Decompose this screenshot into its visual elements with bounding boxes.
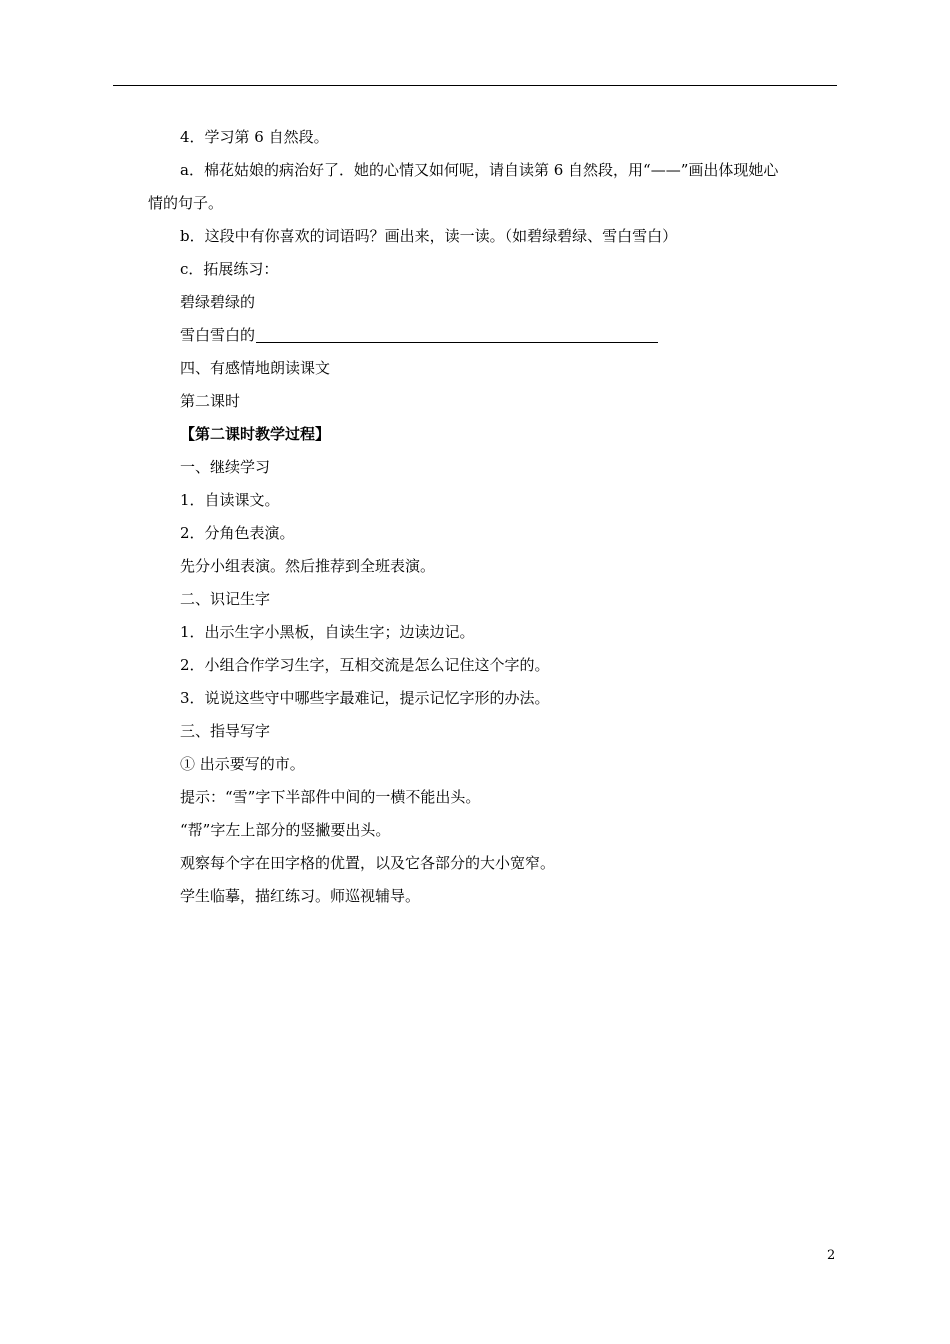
section-3-hint-2: “帮”字左上部分的竖撇要出头。 <box>180 821 391 839</box>
section-3-practice: 学生临摹，描红练习。师巡视辅导。 <box>180 887 421 905</box>
section-3-hint-1: 提示：“雪”字下半部件中间的一横不能出头。 <box>180 788 481 806</box>
exercise-line-2 <box>148 319 848 352</box>
exercise-line-2-label: 雪白雪白的 <box>180 326 256 344</box>
step-c-heading: c．拓展练习： <box>180 260 279 278</box>
fill-in-blank-line <box>256 325 658 343</box>
page-number: 2 <box>827 1248 836 1263</box>
section-1-note: 先分小组表演。然后推荐到全班表演。 <box>180 557 436 575</box>
exercise-line-1: 碧绿碧绿的 <box>180 293 256 311</box>
step-a-question: a．棉花姑娘的病治好了．她的心情又如何呢，请自读第 6 自然段，用“——”画出体现她心 <box>180 161 779 179</box>
header-rule <box>113 85 837 86</box>
step-b-question: b．这段中有你喜欢的词语吗？画出来，读一读。（如碧绿碧绿、雪白雪白） <box>180 227 678 245</box>
section-3-observe: 观察每个字在田字格的优置，以及它各部分的大小宽窄。 <box>180 854 556 872</box>
section-2-item-3: 3．说说这些守中哪些字最难记，提示记忆字形的办法。 <box>180 689 550 707</box>
section-2-item-2: 2．小组合作学习生字，互相交流是怎么记住这个字的。 <box>180 656 550 674</box>
document-body <box>148 121 848 913</box>
second-lesson-process-heading: 【第二课时教学过程】 <box>180 425 331 443</box>
step-4-heading: 4．学习第 6 自然段。 <box>180 128 329 146</box>
section-3-item-1: ① 出示要写的市。 <box>180 755 305 773</box>
section-1-item-1: 1．自读课文。 <box>180 491 280 509</box>
section-1-heading: 一、继续学习 <box>180 458 271 476</box>
section-3-heading: 三、指导写字 <box>180 722 271 740</box>
second-lesson-title: 第二课时 <box>180 392 241 410</box>
step-a-question-continued: 情的句子。 <box>148 194 224 212</box>
section-2-heading: 二、识记生字 <box>180 590 271 608</box>
section-1-item-2: 2．分角色表演。 <box>180 524 295 542</box>
section-4-heading: 四、有感情地朗读课文 <box>180 359 331 377</box>
section-2-item-1: 1．出示生字小黑板，自读生字；边读边记。 <box>180 623 475 641</box>
